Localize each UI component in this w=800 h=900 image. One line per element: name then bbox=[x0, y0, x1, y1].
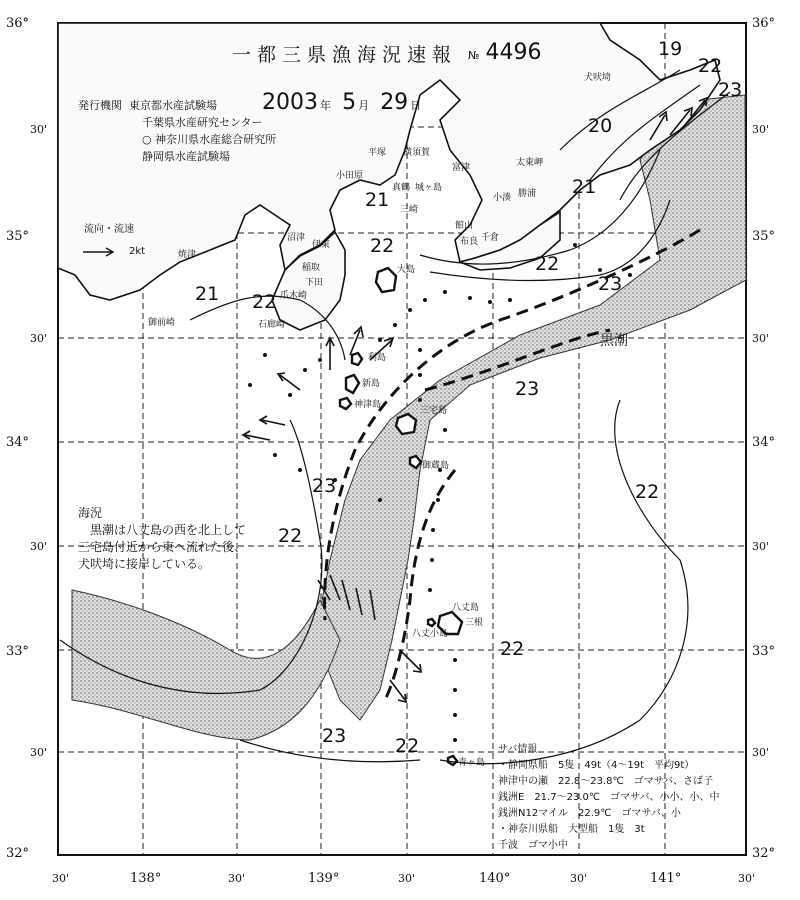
report-date bbox=[262, 90, 427, 115]
date-year: 2003 bbox=[262, 90, 318, 115]
fishing-info-line-3: 銭洲N12マイル 22.9℃ ゴマサバ、小 bbox=[498, 808, 681, 819]
isotherm-label-23: 23 bbox=[718, 79, 743, 101]
lat-label-left-0: 36° bbox=[6, 16, 30, 31]
isotherm-label-23b: 23 bbox=[598, 273, 623, 295]
place-niijima: 新島 bbox=[362, 379, 381, 389]
place-manazuru: 真鶴 bbox=[392, 183, 411, 193]
lon-label-8: 30' bbox=[738, 872, 756, 885]
place-mitsune: 三根 bbox=[465, 618, 484, 628]
lat-label-right-0: 36° bbox=[752, 16, 776, 31]
publisher-2-text: 神奈川県水産総合研究所 bbox=[155, 133, 277, 146]
lat-label-left-2: 35° bbox=[6, 229, 30, 244]
issue-number-value: 4496 bbox=[485, 40, 542, 65]
place-omaezaki: 御前崎 bbox=[148, 318, 176, 328]
date-month-unit: 月 bbox=[358, 99, 370, 112]
flow-legend bbox=[84, 224, 145, 258]
date-year-unit: 年 bbox=[320, 99, 331, 112]
kuroshio-label: 黒潮 bbox=[600, 333, 628, 349]
place-oshima: 大島 bbox=[397, 265, 416, 275]
place-shimoda: 下田 bbox=[305, 278, 324, 288]
island-aogashima bbox=[448, 756, 457, 765]
flow-legend-speed: 2kt bbox=[129, 246, 146, 257]
lon-label-3: 139° bbox=[308, 871, 340, 886]
isotherm-label-21b: 21 bbox=[365, 189, 390, 211]
isotherm-label-22g: 22 bbox=[395, 735, 420, 757]
lat-label-right-1: 30' bbox=[752, 123, 770, 136]
place-futtsu: 富津 bbox=[452, 163, 471, 173]
isotherm-label-23e: 23 bbox=[322, 725, 347, 747]
lat-label-right-4: 34° bbox=[752, 435, 776, 450]
date-month: 5 bbox=[342, 90, 357, 115]
publisher-3: 静岡県水産試験場 bbox=[142, 150, 230, 163]
lat-label-left-3: 30' bbox=[30, 332, 48, 345]
ocean-note-line-0: 黒潮は八丈島の西を北上して bbox=[90, 523, 247, 537]
place-mikurajima: 御蔵島 bbox=[422, 461, 450, 471]
lat-label-right-5: 30' bbox=[752, 540, 770, 553]
isotherm-label-22b: 22 bbox=[370, 235, 395, 257]
isotherm-label-22h: 22 bbox=[500, 638, 525, 660]
isotherm-label-23c: 23 bbox=[515, 378, 540, 400]
lat-label-right-3: 30' bbox=[752, 332, 770, 345]
place-katsuura: 勝浦 bbox=[518, 189, 537, 199]
lon-label-2: 30' bbox=[228, 872, 246, 885]
place-jogashima: 城ヶ島 bbox=[415, 183, 443, 193]
place-taitomisaki: 太東岬 bbox=[516, 158, 544, 168]
lat-label-left-6: 33° bbox=[6, 644, 30, 659]
place-tsumekizaki: 爪木崎 bbox=[280, 291, 308, 301]
fishing-info-line-1: 神津中の瀬 22.8〜23.8℃ ゴマサバ、さば子 bbox=[498, 776, 714, 787]
publisher-1: 千葉県水産研究センター bbox=[142, 116, 263, 129]
date-day: 29 bbox=[380, 90, 409, 115]
lat-label-right-7: 30' bbox=[752, 746, 770, 759]
place-kominato: 小湊 bbox=[493, 193, 512, 203]
publisher-2 bbox=[78, 131, 276, 148]
lat-label-left-5: 30' bbox=[30, 540, 48, 553]
place-tateyama: 館山 bbox=[455, 221, 474, 231]
lon-label-0: 30' bbox=[52, 872, 70, 885]
place-kozushima: 神津島 bbox=[354, 400, 382, 410]
isotherm-label-20: 20 bbox=[588, 115, 613, 137]
fishing-info-heading: サバ情報 bbox=[498, 744, 538, 755]
isotherm-label-21: 21 bbox=[572, 176, 597, 198]
fishing-info-line-2: 銭洲E 21.7〜23.0℃ ゴマサバ、小小、小、中 bbox=[498, 792, 720, 803]
island-kozushima bbox=[340, 398, 351, 409]
place-ito: 伊東 bbox=[312, 240, 331, 250]
lon-label-6: 30' bbox=[570, 872, 588, 885]
place-hiratsuka: 平塚 bbox=[368, 148, 387, 158]
isotherm-label-21c: 21 bbox=[195, 283, 220, 305]
island-hachijokojima bbox=[428, 619, 435, 626]
lat-label-left-7: 30' bbox=[30, 746, 48, 759]
fishing-info-line-4: ・神奈川県船 大型船 1隻 3t bbox=[498, 824, 645, 835]
publisher-0: 東京都水産試験場 bbox=[129, 99, 217, 112]
place-inatori: 稲取 bbox=[302, 263, 321, 273]
place-hachijojima: 八丈島 bbox=[452, 603, 480, 613]
lon-label-4: 30' bbox=[398, 872, 416, 885]
lat-label-left-4: 34° bbox=[6, 435, 30, 450]
isotherm-label-22e: 22 bbox=[635, 481, 660, 503]
lon-label-7: 141° bbox=[650, 871, 682, 886]
isotherm-label-19: 19 bbox=[658, 38, 683, 60]
report-title: 一都三県漁海況速報 bbox=[232, 44, 458, 66]
lat-label-left-8: 32° bbox=[6, 846, 30, 861]
ocean-note bbox=[78, 505, 246, 573]
island-toshima bbox=[352, 353, 362, 365]
isotherm-label-22f: 22 bbox=[278, 525, 303, 547]
fishing-info-line-5: 千波 ゴマ小中 bbox=[498, 840, 568, 851]
place-inubosaki: 犬吠埼 bbox=[584, 73, 612, 83]
isotherm-label-22d: 22 bbox=[252, 291, 277, 313]
lon-label-5: 140° bbox=[479, 871, 511, 886]
place-chikura: 千倉 bbox=[481, 233, 500, 243]
isotherm-label-22: 22 bbox=[698, 55, 723, 77]
island-miyakejima bbox=[396, 414, 416, 434]
kuroshio-band-south bbox=[72, 590, 340, 740]
publisher-label: 発行機関 bbox=[78, 99, 122, 112]
isotherm-label-23d: 23 bbox=[312, 475, 337, 497]
island-oshima bbox=[376, 268, 396, 292]
place-misaki: 三崎 bbox=[400, 205, 419, 215]
place-hachijokojima: 八丈小島 bbox=[412, 629, 449, 639]
lat-label-left-1: 30' bbox=[30, 123, 48, 136]
place-aogashima: 青ヶ島 bbox=[458, 758, 486, 768]
place-yokosuka: 横須賀 bbox=[403, 148, 431, 158]
place-numazu: 沼津 bbox=[287, 233, 306, 243]
issue-prefix: № bbox=[468, 49, 480, 62]
fishing-info bbox=[498, 742, 719, 854]
place-mera: 布良 bbox=[460, 237, 479, 247]
lat-label-right-2: 35° bbox=[752, 229, 776, 244]
ocean-note-heading: 海況 bbox=[78, 506, 103, 520]
place-odawara: 小田原 bbox=[336, 171, 364, 181]
ocean-note-line-2: 犬吠埼に接岸している。 bbox=[78, 557, 211, 571]
ocean-note-line-1: 三宅島付近から東へ流れた後、 bbox=[78, 540, 247, 554]
place-irozaki: 石廊崎 bbox=[258, 320, 286, 330]
place-toshima: 利島 bbox=[368, 353, 387, 363]
publisher-2-marker: ○ bbox=[142, 133, 156, 146]
publisher-block bbox=[78, 97, 276, 165]
isotherm-label-22c: 22 bbox=[535, 253, 560, 275]
fishing-info-line-0: ・静岡県船 5隻 49t（4〜19t 平均9t） bbox=[498, 760, 695, 771]
lon-label-1: 138° bbox=[130, 871, 162, 886]
issue-number bbox=[468, 40, 541, 65]
flow-legend-label: 流向・流速 bbox=[84, 224, 134, 235]
place-miyakejima: 三宅島 bbox=[420, 406, 448, 416]
place-yaizu: 焼津 bbox=[178, 250, 197, 260]
date-day-unit: 日 bbox=[410, 99, 422, 112]
lat-label-right-6: 33° bbox=[752, 644, 776, 659]
lat-label-right-8: 32° bbox=[752, 846, 776, 861]
island-niijima bbox=[346, 375, 359, 393]
